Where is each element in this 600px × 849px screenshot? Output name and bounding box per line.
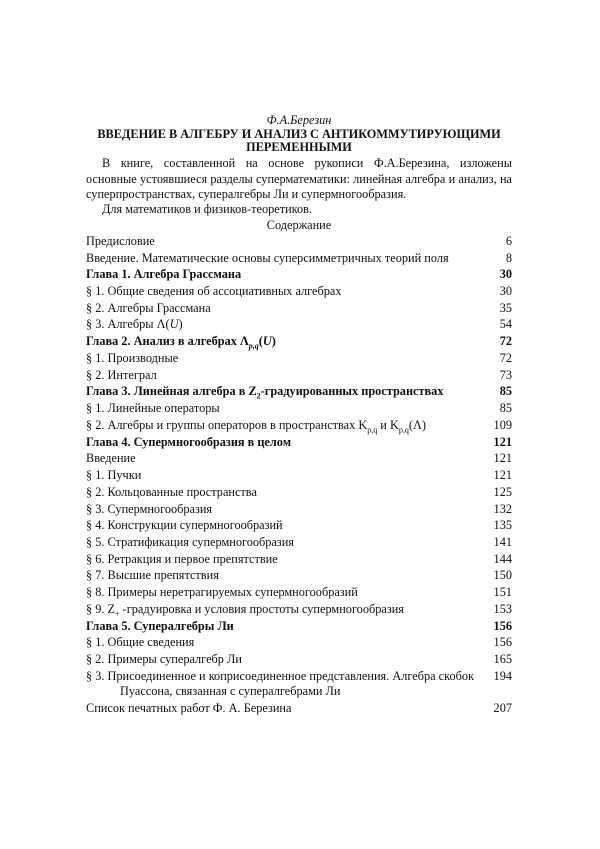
toc-entry-label: § 4. Конструкции супермногообразий: [86, 518, 283, 533]
toc-entry: [86, 701, 512, 716]
toc-entry: [86, 351, 512, 366]
toc-entry-label: § 1. Линейные операторы: [86, 401, 220, 416]
toc-entry-label: § 8. Примеры неретрагируемых супермногообразий: [86, 585, 358, 600]
toc-entry: [86, 602, 512, 617]
toc-entry-label: § 2. Примеры супералгебр Ли: [86, 652, 242, 667]
toc-entry-label: § 1. Производные: [86, 350, 179, 365]
toc-entry: [86, 669, 512, 700]
toc-page-number: 72: [499, 350, 512, 365]
toc-chapter: [86, 334, 512, 349]
toc-entry: [86, 234, 512, 249]
toc-page-number: 165: [493, 652, 512, 667]
toc-entry-label: § 7. Высшие препятствия: [86, 568, 219, 583]
toc-page-number: 73: [499, 367, 512, 382]
toc-entry: [86, 451, 512, 466]
toc-page-number: 194: [493, 668, 512, 683]
toc-page-number: 132: [493, 501, 512, 516]
toc-entry-label: § 2. Алгебры и группы операторов в пространствах $K_{p,q}$ и $K_{p,q}(\Lambda)$: [86, 417, 426, 435]
table-of-contents: [86, 234, 512, 717]
toc-page-number: 109: [493, 417, 512, 432]
toc-page-number: 35: [499, 300, 512, 315]
toc-page-number: 135: [493, 518, 512, 533]
contents-heading: Содержание: [266, 218, 332, 233]
toc-entry: [86, 251, 512, 266]
toc-entry: [86, 485, 512, 500]
toc-entry-label: § 9. $Z_+$ -градуировка и условия простоты супермногообразия: [86, 601, 404, 619]
audience-text: Для математиков и физиков-теоретиков.: [102, 202, 313, 217]
toc-entry-label: Глава 4. Супермногообразия в целом: [86, 434, 292, 449]
toc-page-number: 153: [493, 601, 512, 616]
toc-entry: [86, 301, 512, 316]
toc-entry: [86, 585, 512, 600]
author-name: Ф.А.Березин: [266, 113, 332, 127]
toc-page-number: 30: [499, 267, 512, 282]
toc-page-number: 150: [493, 568, 512, 583]
book-annotation-page: [86, 113, 512, 718]
toc-page-number: 121: [493, 451, 512, 466]
toc-entry-label: § 3. Алгебры Λ(U): [86, 317, 183, 332]
toc-page-number: 85: [499, 384, 512, 399]
toc-entry-label: Введение: [86, 451, 136, 466]
toc-page-number: 72: [499, 334, 512, 349]
annotation-text: В книге, составленной на основе рукописи Ф.А.Березина, изложены основные устоявшиеся разделы суперматематики: линейная алгебра и анализ, на суперпространствах, супералгебры Ли и супермногообразия.: [86, 156, 512, 201]
toc-entry: [86, 552, 512, 567]
toc-entry: [86, 502, 512, 517]
toc-page-number: 54: [499, 317, 512, 332]
toc-entry-label: § 1. Пучки: [86, 468, 142, 483]
toc-entry: [86, 635, 512, 650]
toc-page-number: 8: [505, 250, 512, 265]
toc-chapter: [86, 619, 512, 634]
toc-page-number: 141: [493, 535, 512, 549]
toc-entry: [86, 652, 512, 667]
toc-entry-label: § 6. Ретракция и первое препятствие: [86, 551, 278, 566]
toc-page-number: 121: [493, 434, 512, 449]
toc-entry-label: Введение. Математические основы суперсимметричных теорий поля: [86, 250, 449, 265]
toc-page-number: 6: [505, 233, 512, 248]
toc-entry-label: Предисловие: [86, 233, 155, 248]
toc-entry-label: § 2. Алгебры Грассмана: [86, 300, 211, 315]
toc-entry-label: Глава 2. Анализ в алгебрах $\Lambda_{p,q}(U)$: [86, 334, 276, 351]
toc-chapter: [86, 267, 512, 282]
toc-entry: [86, 401, 512, 416]
toc-page-number: 156: [493, 635, 512, 650]
toc-entry-label: Список печатных работ Ф. А. Березина: [86, 701, 292, 716]
toc-page-number: 121: [493, 468, 512, 483]
toc-entry-label: Глава 1. Алгебра Грассмана: [86, 267, 242, 282]
toc-entry: [86, 535, 512, 550]
toc-chapter: [86, 384, 512, 399]
toc-entry: [86, 568, 512, 583]
toc-entry: [86, 284, 512, 299]
toc-entry-label: § 2. Кольцованные пространства: [86, 484, 257, 499]
toc-entry-label: § 5. Стратификация супермногообразия: [86, 535, 294, 549]
toc-entry: [86, 518, 512, 533]
toc-entry-label: § 2. Интеграл: [86, 367, 157, 382]
toc-entry-label: Глава 3. Линейная алгебра в $Z_2$-градуированных пространствах: [86, 384, 444, 401]
toc-entry-label: Глава 5. Супералгебры Ли: [86, 618, 234, 633]
toc-chapter: [86, 435, 512, 450]
toc-entry: [86, 317, 512, 332]
toc-entry: [86, 368, 512, 383]
toc-entry-label: § 1. Общие сведения: [86, 635, 195, 650]
toc-page-number: 85: [499, 401, 512, 416]
toc-entry: [86, 418, 512, 433]
toc-page-number: 151: [493, 585, 512, 600]
toc-entry-label: § 3. Супермногообразия: [86, 501, 213, 516]
toc-page-number: 207: [493, 701, 512, 716]
toc-entry: [86, 468, 512, 483]
toc-page-number: 144: [493, 551, 512, 566]
book-title: ВВЕДЕНИЕ В АЛГЕБРУ И АНАЛИЗ С АНТИКОММУТИРУЮЩИМИ ПЕРЕМЕННЫМИ: [97, 127, 501, 155]
toc-page-number: 125: [493, 484, 512, 499]
toc-entry-label: § 1. Общие сведения об ассоциативных алгебрах: [86, 283, 342, 298]
toc-page-number: 156: [493, 618, 512, 633]
toc-entry-label: § 3. Присоединенное и коприсоединенное представления. Алгебра скобок Пуассона, связанная с супералгебрами Ли: [86, 668, 474, 699]
toc-page-number: 30: [499, 283, 512, 298]
